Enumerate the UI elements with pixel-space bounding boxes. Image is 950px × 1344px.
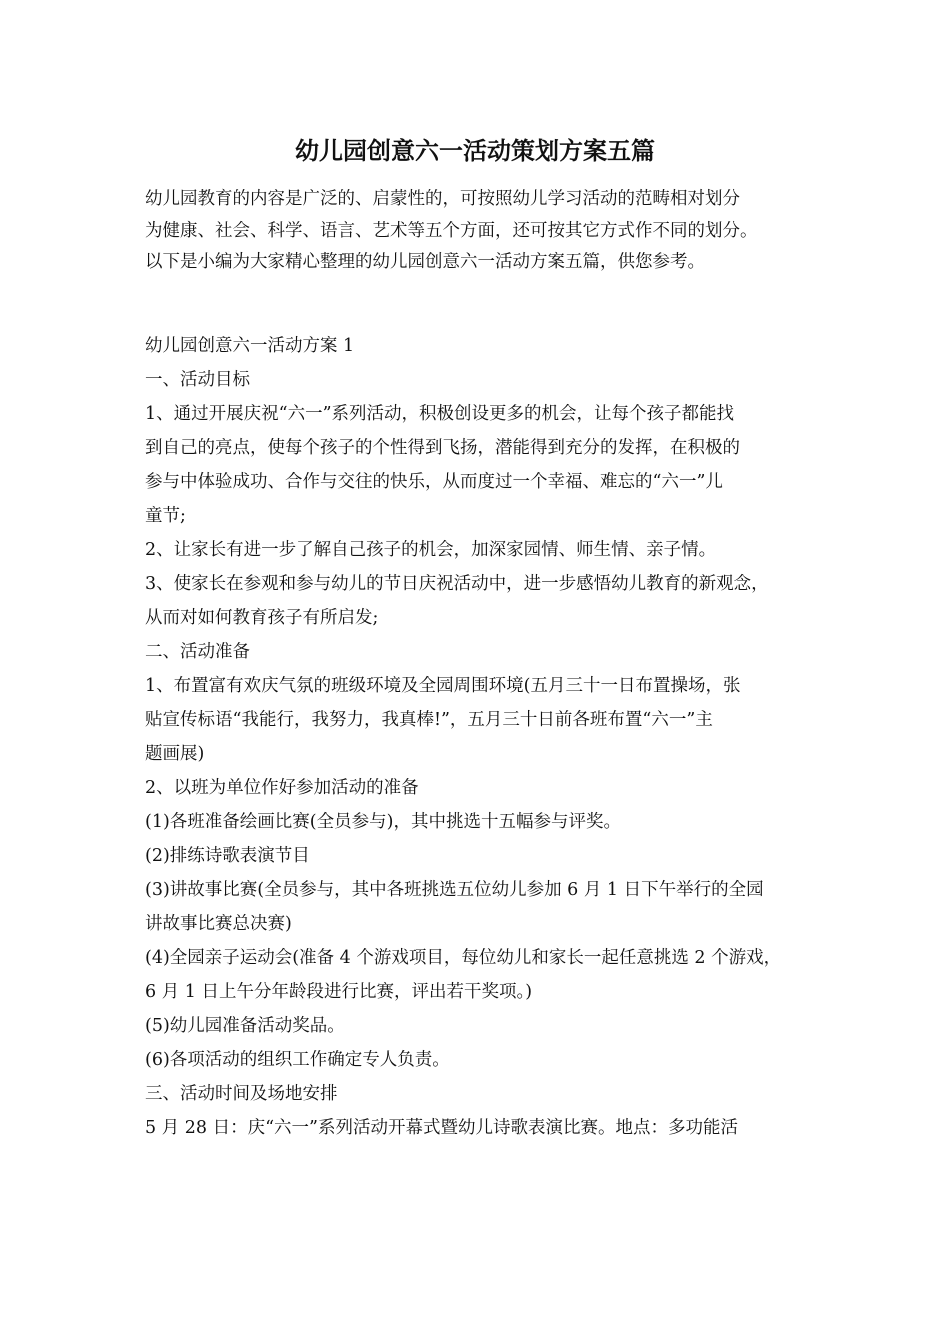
text-line: 以下是小编为大家精心整理的幼儿园创意六一活动方案五篇，供您参考。 [145, 252, 705, 272]
document-body [145, 329, 835, 1145]
text-line: 2、让家长有进一步了解自己孩子的机会，加深家园情、师生情、亲子情。 [145, 540, 717, 560]
text-line: 从而对如何教育孩子有所启发; [145, 608, 379, 628]
text-line: 1、通过开展庆祝“六一”系列活动，积极创设更多的机会，让每个孩子都能找 [145, 404, 735, 424]
text-line: (1)各班准备绘画比赛(全员参与)，其中挑选十五幅参与评奖。 [145, 812, 621, 832]
text-line: 贴宣传标语“我能行，我努力，我真棒!”，五月三十日前各班布置“六一”主 [145, 710, 713, 730]
intro-paragraph [145, 184, 835, 279]
text-line: 3、使家长在参观和参与幼儿的节日庆祝活动中，进一步感悟幼儿教育的新观念， [145, 574, 769, 594]
section-heading: 幼儿园创意六一活动方案 1 [145, 336, 355, 356]
text-line: 题画展) [145, 744, 205, 764]
section-heading: 一、活动目标 [145, 370, 250, 390]
text-line: 5 月 28 日：庆“六一”系列活动开幕式暨幼儿诗歌表演比赛。地点：多功能活 [145, 1118, 738, 1138]
text-line: 2、以班为单位作好参加活动的准备 [145, 778, 419, 798]
text-line: 为健康、社会、科学、语言、艺术等五个方面，还可按其它方式作不同的划分。 [145, 220, 758, 241]
text-line: 到自己的亮点，使每个孩子的个性得到飞扬，潜能得到充分的发挥，在积极的 [145, 438, 740, 458]
text-line: 参与中体验成功、合作与交往的快乐，从而度过一个幸福、难忘的“六一”儿 [145, 472, 723, 492]
text-line: (5)幼儿园准备活动奖品。 [145, 1016, 345, 1036]
text-line: (4)全园亲子运动会(准备 4 个游戏项目，每位幼儿和家长一起任意挑选 2 个游戏， [145, 948, 782, 968]
section-heading: 二、活动准备 [145, 642, 250, 662]
text-line: 幼儿园教育的内容是广泛的、启蒙性的，可按照幼儿学习活动的范畴相对划分 [145, 189, 740, 209]
text-line: 6 月 1 日上午分年龄段进行比赛，评出若干奖项。) [145, 982, 533, 1002]
document-title: 幼儿园创意六一活动策划方案五篇 [295, 136, 655, 165]
text-line: 1、布置富有欢庆气氛的班级环境及全园周围环境(五月三十一日布置操场，张 [145, 676, 741, 696]
text-line: (6)各项活动的组织工作确定专人负责。 [145, 1050, 450, 1070]
text-line: 童节; [145, 506, 186, 526]
text-line: 讲故事比赛总决赛) [145, 914, 292, 934]
text-line: (2)排练诗歌表演节目 [145, 846, 310, 866]
section-heading: 三、活动时间及场地安排 [145, 1084, 338, 1104]
text-line: (3)讲故事比赛(全员参与，其中各班挑选五位幼儿参加 6 月 1 日下午举行的全园 [145, 880, 764, 900]
